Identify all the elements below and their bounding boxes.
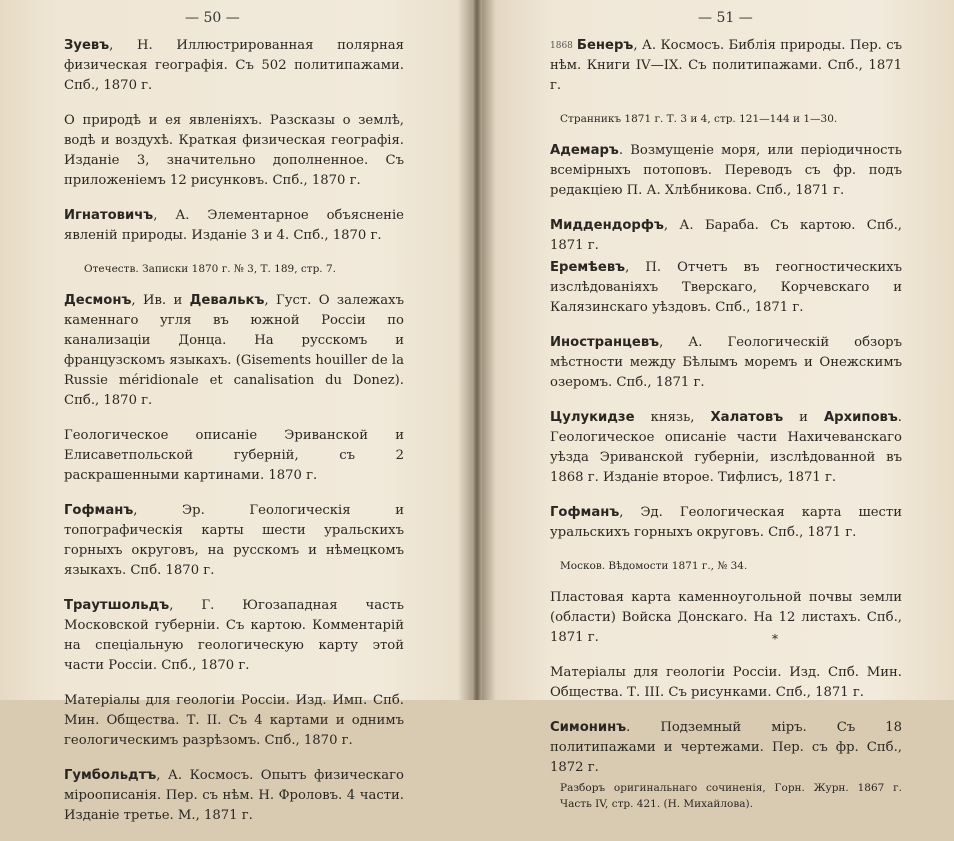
bibliography-entry [550,588,902,648]
footnote-mark: * [772,632,778,646]
entry-list [64,36,404,841]
entry-text: , Густ. О залежахъ каменнаго угля въ южной Россіи по канализаціи Донца. На русскомъ и французскомъ языкахъ. (Gisements houiller de la Russie méridionale et canalisation du Donez). Спб., 1870 г. [64,293,404,408]
bibliography-entry [550,408,902,488]
author-name: Гофманъ [64,503,134,518]
author-name: Бенеръ [576,38,634,53]
entry-text: . Возмущеніе моря, или періодичность всемірныхъ потоповъ. Переводъ съ фр. подъ редакціею П. А. Хлѣбникова. Спб., 1871 г. [550,143,902,198]
bibliography-entry [64,426,404,486]
entry-text: . Геологическое описаніе части Нахичеванскаго уѣзда Эриванской губерніи, изслѣдованной въ 1868 г. Изданіе второе. Тифлисъ, 1871 г. [550,410,902,485]
entry-text: , Г. Югозападная часть Московской губерніи. Съ картою. Комментарій на спеціальную геологическую карту этой части Россіи. Спб., 1870 г. [64,598,404,673]
entry-text: и [783,410,824,425]
page-number: — 50 — [185,10,240,26]
author-name: Архиповъ [823,410,898,425]
bibliography-entry [550,718,902,778]
book-gutter [472,0,482,700]
entry-text: , А. Геологическій обзоръ мѣстности между Бѣлымъ моремъ и Онежскимъ озеромъ. Спб., 1871 г. [550,335,902,390]
bibliography-entry [64,291,404,411]
bibliography-entry [64,691,404,751]
entry-text: Пластовая карта каменноугольной почвы земли (области) Войска Донскаго. На 12 листахъ. Спб., 1871 г. [550,590,902,645]
author-name: Иностранцевъ [550,335,660,350]
bibliography-entry [550,36,902,96]
author-name: Траутшольдъ [64,598,170,613]
source-reference: Москов. Вѣдомости 1871 г., № 34. [560,560,748,572]
entry-text: князь, [634,410,711,425]
left-page [0,0,472,823]
entry-text: . Подземный міръ. Съ 18 политипажами и чертежами. Пер. съ фр. Спб., 1872 г. [550,720,902,775]
author-name: Зуевъ [64,38,110,53]
bibliography-entry [64,501,404,581]
source-reference: Отечеств. Записки 1870 г. № 3, Т. 189, стр. 7. [84,263,337,275]
author-name: Цулукидзе [550,410,635,425]
author-name: Гумбольдтъ [64,768,157,783]
margin-note: 1868 [550,41,573,51]
right-page [482,0,954,810]
bibliography-entry [550,141,902,201]
author-name: Адемаръ [550,143,619,158]
author-name: Еремѣевъ [550,260,626,275]
bibliography-entry [64,766,404,826]
entry-text: О природѣ и ея явленіяхъ. Разсказы о землѣ, водѣ и воздухѣ. Краткая физическая географія. Изданіе 3, значительно дополненное. Съ приложеніемъ 12 рисунковъ. Спб., 1870 г. [64,113,404,188]
bibliography-entry [64,206,404,246]
entry-text: , П. Отчетъ въ геогностическихъ изслѣдованіяхъ Тверскаго, Корчевскаго и Калязинскаго уѣздовъ. Спб., 1871 г. [550,260,902,315]
bibliography-entry [64,596,404,676]
page-number: — 51 — [698,10,753,26]
author-name: Десмонъ [64,293,132,308]
entry-list [550,36,902,826]
entry-text: Геологическое описаніе Эриванской и Елисаветпольской губерній, съ 2 раскрашенными картинами. 1870 г. [64,428,404,483]
entry-text: , А. Космосъ. Опытъ физическаго міроописанія. Пер. съ нѣм. Н. Фроловъ. 4 части. Изданіе третье. М., 1871 г. [64,768,404,823]
bibliography-entry [550,258,902,318]
author-name: Игнатовичъ [64,208,154,223]
entry-text: , Эд. Геологическая карта шести уральскихъ горныхъ округовъ. Спб., 1871 г. [550,505,902,540]
entry-text: , Н. Иллюстрированная полярная физическая географія. Съ 502 политипажами. Спб., 1870 г. [64,38,404,93]
entry-text: , Эр. Геологическія и топографическія карты шести уральскихъ горныхъ округовъ, на русскомъ и нѣмецкомъ языкахъ. Спб. 1870 г. [64,503,404,578]
bibliography-entry [550,663,902,703]
entry-text: , Ив. и [131,293,190,308]
entry-text: , А. Космосъ. Библія природы. Пер. съ нѣм. Книги IV—IX. Съ политипажами. Спб., 1871 г. [550,38,902,93]
bibliography-entry [64,36,404,96]
entry-text: , А. Бараба. Съ картою. Спб., 1871 г. [550,218,902,253]
entry-text: Матеріалы для геологіи Россіи. Изд. Имп. Спб. Мин. Общества. Т. II. Съ 4 картами и однимъ геологическимъ разрѣзомъ. Спб., 1870 г. [64,693,404,748]
author-name: Девалькъ [189,293,265,308]
entry-text: , А. Элементарное объясненіе явленій природы. Изданіе 3 и 4. Спб., 1870 г. [64,208,404,243]
author-name: Халатовъ [710,410,784,425]
source-reference: Странникъ 1871 г. Т. 3 и 4, стр. 121—144 и 1—30. [560,113,838,125]
author-name: Симонинъ [550,720,627,735]
source-reference: Разборъ оригинальнаго сочиненія, Горн. Журн. 1867 г. Часть IV, стр. 421. (Н. Михайлова). [560,782,902,810]
bibliography-entry [550,333,902,393]
bibliography-entry [550,216,902,256]
entry-text: Матеріалы для геологіи Россіи. Изд. Спб. Мин. Общества. Т. III. Съ рисунками. Спб., 1871 г. [550,665,902,700]
bibliography-entry [64,111,404,191]
author-name: Гофманъ [550,505,620,520]
author-name: Миддендорфъ [550,218,664,233]
bibliography-entry [550,503,902,543]
